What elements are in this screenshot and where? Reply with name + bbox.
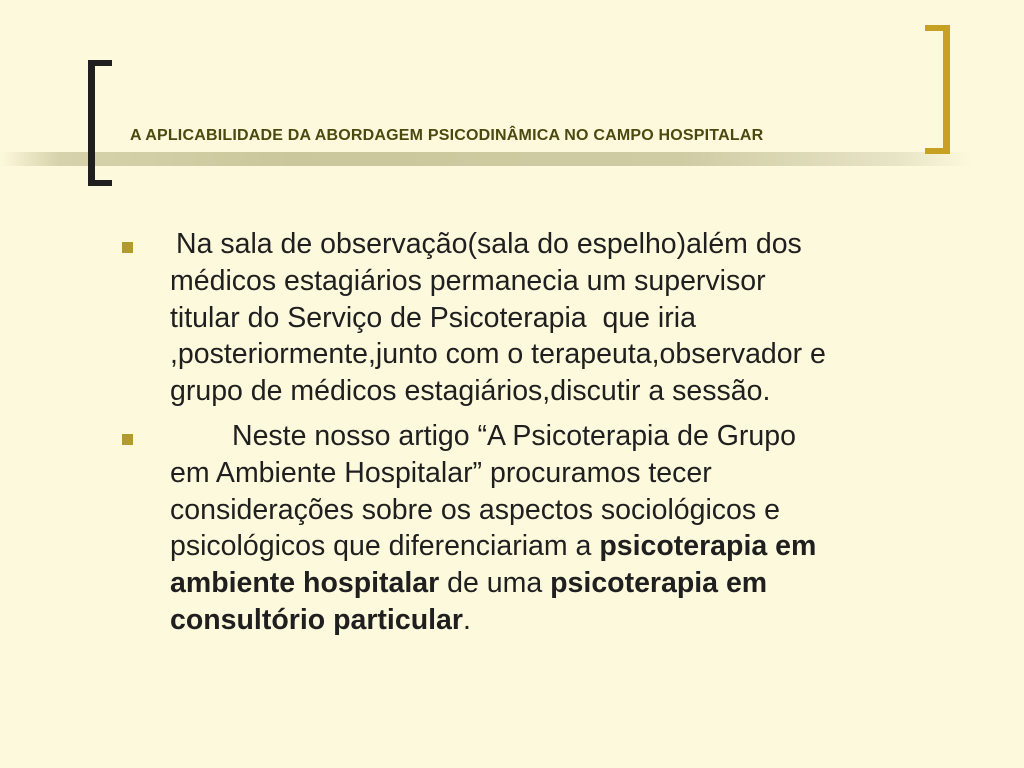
bullet-2-line-2: em Ambiente Hospitalar” procuramos tecer	[170, 456, 712, 489]
bullet-2-line-4-bold: psicoterapia em	[599, 530, 817, 563]
square-bullet-icon	[122, 242, 133, 253]
bullet-2-line-5-bold: ambiente hospitalar	[170, 567, 440, 600]
bullet-2-line-4-text: psicológicos que diferenciariam a	[170, 530, 600, 563]
bullet-1-line-5: grupo de médicos estagiários,discutir a sessão.	[170, 375, 771, 408]
bullet-2-line-6-text: .	[462, 603, 471, 636]
bullet-2-line-3: considerações sobre os aspectos sociológicos e	[170, 493, 780, 526]
bullet-1-line-1: Na sala de observação(sala do espelho)além dos	[176, 228, 802, 260]
left-bracket-decoration	[88, 60, 112, 186]
bullet-item-2	[0, 418, 970, 639]
bullet-2-line-1: Neste nosso artigo “A Psicoterapia de Grupo	[232, 419, 796, 452]
bullet-item-1	[0, 226, 970, 410]
right-bracket-decoration	[925, 25, 950, 154]
slide-content	[0, 226, 1024, 639]
bullet-1-line-4: ,posteriormente,junto com o terapeuta,observador e	[170, 338, 826, 371]
bullet-2-line-5-bold-2: psicoterapia em	[550, 567, 768, 600]
slide-title: A APLICABILIDADE DA ABORDAGEM PSICODINÂMICA NO CAMPO HOSPITALAR	[130, 127, 764, 144]
bullet-1-line-2: médicos estagiários permanecia um supervisor	[170, 264, 766, 297]
bullet-2-line-5-text: de uma	[439, 567, 551, 600]
bullet-1-line-3: titular do Serviço de Psicoterapia que iria	[170, 301, 696, 334]
title-underline-rule	[0, 152, 972, 166]
bullet-2-line-6-bold: consultório particular	[170, 603, 463, 636]
square-bullet-icon	[122, 434, 133, 445]
